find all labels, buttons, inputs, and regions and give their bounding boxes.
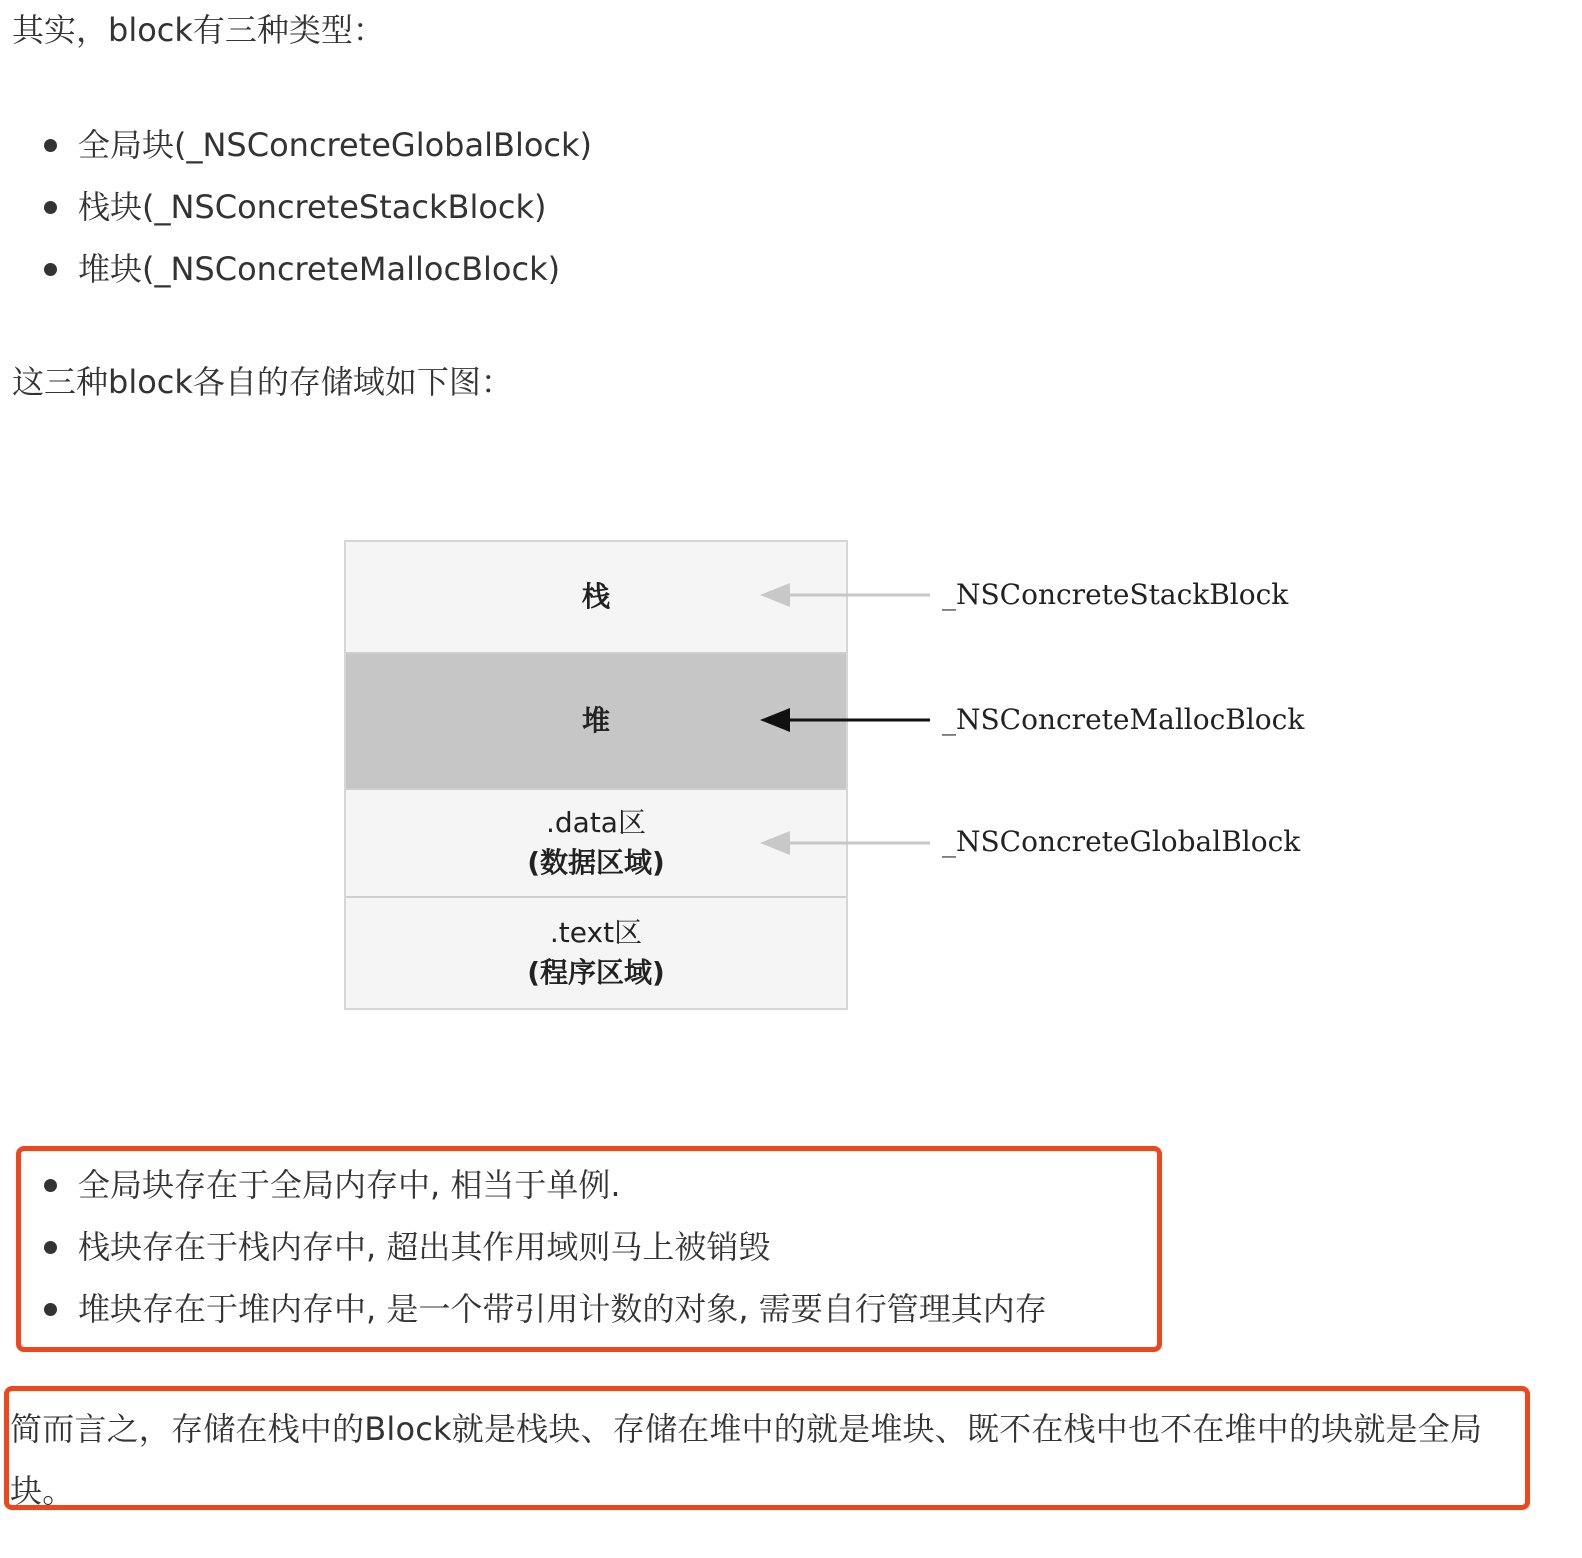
list-item-text: 堆块存在于堆内存中, 是一个带引用计数的对象, 需要自行管理其内存 [78, 1290, 1047, 1328]
list-item-text: 堆块(_NSConcreteMallocBlock) [78, 250, 561, 288]
data-region-subtitle: (数据区域) [527, 846, 665, 879]
stack-arrow-icon [760, 583, 930, 607]
list-item [0, 1278, 1047, 1340]
text-region [346, 898, 846, 1008]
list-item [0, 1216, 1047, 1278]
stack-block-label: _NSConcreteStackBlock [942, 578, 1289, 611]
diagram-caption: 这三种block各自的存储域如下图： [12, 363, 513, 401]
heap-region-label: 堆 [581, 704, 610, 737]
list-item-text: 栈块存在于栈内存中, 超出其作用域则马上被销毁 [78, 1228, 771, 1266]
bullet-icon [44, 201, 57, 214]
stack-region-label: 栈 [581, 580, 610, 613]
global-arrow-icon [760, 831, 930, 855]
text-region-title: .text区 [549, 916, 643, 949]
block-types-list [0, 114, 592, 300]
malloc-block-label: _NSConcreteMallocBlock [942, 703, 1305, 736]
bullet-icon [44, 263, 57, 276]
list-item [0, 1154, 1047, 1216]
diagram-arrows [750, 570, 950, 870]
data-region-title: .data区 [546, 806, 646, 839]
global-block-label: _NSConcreteGlobalBlock [942, 825, 1301, 858]
intro-text: 其实，block有三种类型： [12, 11, 385, 49]
text-region-subtitle: (程序区域) [527, 956, 665, 989]
malloc-arrow-icon [760, 708, 930, 732]
list-item [0, 176, 592, 238]
notes-list [0, 1154, 1047, 1340]
summary-text: 简而言之，存储在栈中的Block就是栈块、存储在堆中的就是堆块、既不在栈中也不在堆中的块就是全局块。 [10, 1410, 1483, 1510]
list-item-text: 全局块(_NSConcreteGlobalBlock) [78, 126, 593, 164]
bullet-icon [44, 1179, 57, 1192]
list-item [0, 238, 592, 300]
list-item [0, 114, 592, 176]
bullet-icon [44, 139, 57, 152]
list-item-text: 全局块存在于全局内存中, 相当于单例. [78, 1166, 621, 1204]
bullet-icon [44, 1241, 57, 1254]
list-item-text: 栈块(_NSConcreteStackBlock) [78, 188, 547, 226]
bullet-icon [44, 1303, 57, 1316]
